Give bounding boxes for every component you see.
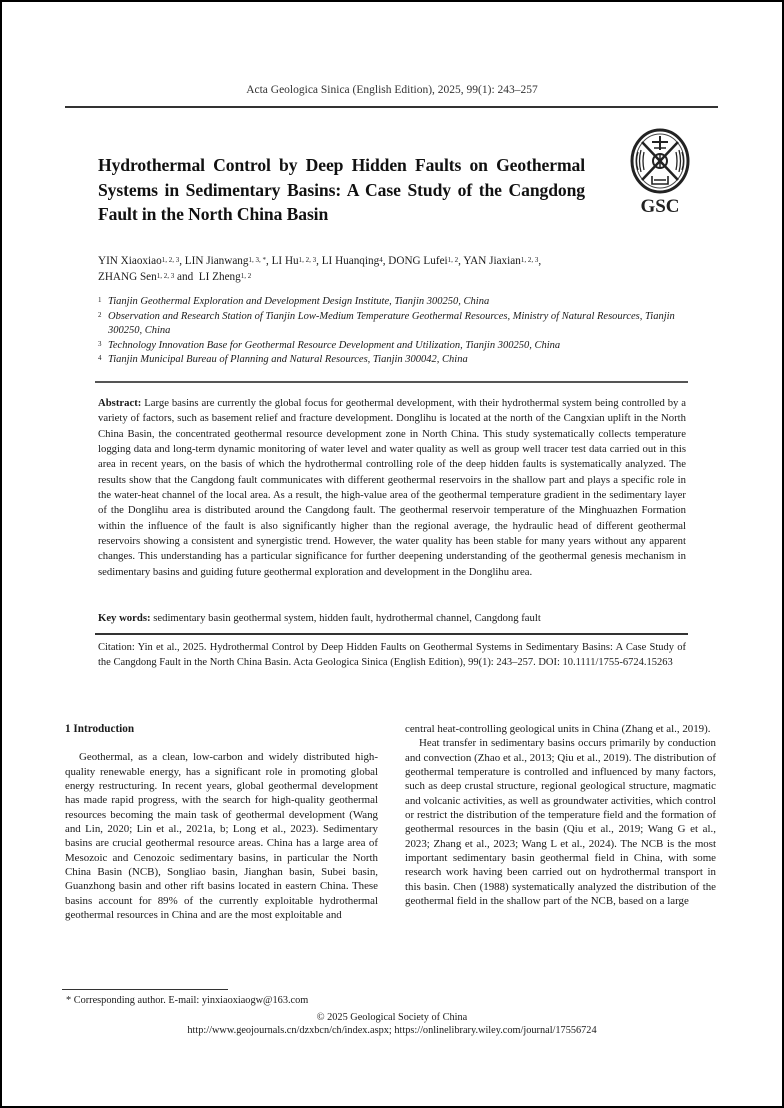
paragraph: Geothermal, as a clean, low-carbon and widely distributed high-quality renewable energy, has a significant role in promoting global energy restructuring. In recent years, global geothermal development has made rapid progress, with the search for high-quality geothermal resources becoming the main task of geothermal development (Wang and Lin, 2020; Lin et al., 2021a, b; Long et al., 2023). Sedimentary basins are crucial geothermal resource areas. China has a large area of Mesozoic and Cenozoic sedimentary basins, in particular the North China Basin (NCB), Songliao basin, Jianghan basin, Subei basin, Guanzhong basin and other rift basins located in eastern China. These basins account for 89% of the currently exploitable hydrothermal geothermal resources in China and are the most exploitable and — [65, 751, 378, 922]
paragraph: Heat transfer in sedimentary basins occurs primarily by conduction and convection (Zhao et al., 2013; Qiu et al., 2019). The distribution of geothermal temperature is controlled and influenced by many factors, such as deep crustal structure, regional geological structure, magmatic and volcanic activities, as well as groundwater activities, which control or restrict the distribution of the temperature field and the formation of geothermal resources in the basin (Qiu et al., 2019; Wang G et al., 2023; Zhang et al., 2023; Wang L et al., 2024). The NCB is the most important sedimentary basin geothermal field in China, with some research work having been carried out on hydrothermal transport in this basin. Chen (1988) systematically analyzed the distribution of the geothermal field in the shallow part of the NCB, based on a large — [405, 737, 716, 908]
section-heading: 1 Introduction — [65, 723, 135, 735]
author: ZHANG Sen$^{1, 2, 3}$ and — [98, 271, 199, 283]
abstract-top-rule — [95, 381, 688, 383]
right-column — [405, 722, 716, 908]
keywords — [98, 612, 686, 624]
left-column — [65, 722, 378, 922]
author-list — [98, 253, 698, 285]
header-rule — [65, 106, 718, 108]
author: YAN Jiaxian$^{1, 2, 3}$, — [463, 255, 542, 267]
author: LI Zheng$^{1, 2}$ — [198, 271, 252, 283]
corresponding-author-footnote: * Corresponding author. E-mail: yinxiaoxiaogw@163.com — [66, 995, 309, 1006]
affiliations — [98, 295, 698, 368]
keywords-text: sedimentary basin geothermal system, hidden fault, hydrothermal channel, Cangdong fault — [153, 612, 541, 624]
author: DONG Lufei$^{1, 2}$, — [388, 255, 464, 267]
author: YIN Xiaoxiao$^{1, 2, 3}$, — [98, 255, 185, 267]
footnote-rule — [62, 989, 228, 990]
author: LIN Jianwang$^{1, 3, *}$, — [184, 255, 272, 267]
affiliation: 2 Observation and Research Station of Tianjin Low-Medium Temperature Geothermal Resources, Ministry of Natural Resources, Tianjin 300250, China — [98, 310, 675, 337]
affiliation: 1 Tianjin Geothermal Exploration and Development Design Institute, Tianjin 300250, China — [98, 296, 490, 307]
journal-urls: http://www.geojournals.cn/dzxbcn/ch/index.aspx; https://onlinelibrary.wiley.com/journal/17556724 — [187, 1025, 597, 1036]
affiliation: 4 Tianjin Municipal Bureau of Planning and Natural Resources, Tianjin 300042, China — [98, 354, 468, 366]
author: LI Hu$^{1, 2, 3}$, — [271, 255, 322, 267]
gsc-logo — [626, 128, 694, 218]
abstract-label: Abstract: — [98, 397, 142, 409]
copyright: © 2025 Geological Society of China — [316, 1012, 468, 1023]
journal-header: Acta Geologica Sinica (English Edition), 2025, 99(1): 243–257 — [246, 84, 538, 96]
keywords-label: Key words: — [98, 612, 151, 624]
affiliation: 3 Technology Innovation Base for Geothermal Resource Development and Utilization, Tianjin 300250, China — [98, 339, 561, 351]
gsc-logo-text: GSC — [640, 196, 680, 217]
gsc-seal-icon — [630, 128, 690, 194]
article-title: Hydrothermal Control by Deep Hidden Faults on Geothermal Systems in Sedimentary Basins: A Case Study of the Cangdong Fault in the North China Basin — [98, 155, 585, 224]
paragraph: central heat-controlling geological units in China (Zhang et al., 2019). — [405, 723, 711, 735]
author: LI Huanqing$^4$, — [321, 255, 389, 267]
keywords-rule — [95, 633, 688, 635]
abstract-text: Large basins are currently the global focus for geothermal development, with their hydrothermal system being controlled by a variety of factors, such as basement relief and fracture development. Donglihu is located at the north of the Cangxian uplift in the North China Basin, the concentrated geothermal resource development zone in North China. This study systematically collects temperature logging data and long-term dynamic monitoring of water level and water quality as well as group well tracer test data carried out in this area in recent years, on the basis of which the hydrothermal controlling role of the deep hidden faults is systematically analyzed. The results show that the Cangdong fault communicates with different geothermal reservoirs in the shallow part and plays a specific role in the water-heat channel of the local area. As a result, the high-value area of the geothermal temperature gradient in the sedimentary layer of the Donglihu area is distributed around the Cangdong fault. The geothermal reservoir temperature of the Minghuazhen Formation within the influence of the fault is also significantly higher than the regional average, the hydraulic head of different geothermal reservoirs showing a consistent and synergistic trend. However, the water quality has been stable for many years without any apparent changes. This understanding has a particular significance for further deepening understanding of the geothermal genesis mechanism in sedimentary basins and guiding future geothermal exploration and development in the Donglihu area. — [98, 397, 687, 578]
citation: Citation: Yin et al., 2025. Hydrothermal Control by Deep Hidden Faults on Geothermal Systems in Sedimentary Basins: A Case Study of the Cangdong Fault in the North China Basin. Acta Geologica Sinica (English Edition), 99(1): 243–257. DOI: 10.1111/1755-6724.15263 — [98, 642, 686, 668]
abstract — [98, 396, 686, 580]
